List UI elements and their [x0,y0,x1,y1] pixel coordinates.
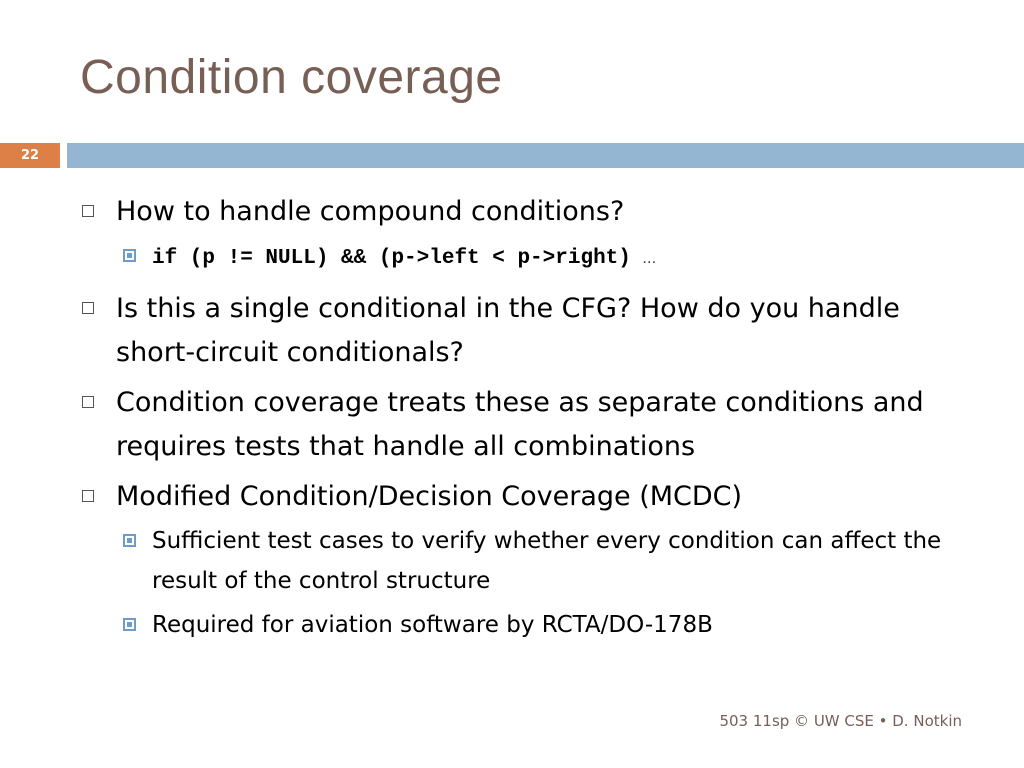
square-bullet-icon [123,618,136,631]
sub-bullet-1-text: Sufficient test cases to verify whether every condition can affect the result of the control structure [152,528,942,594]
square-bullet-icon [82,302,94,314]
ellipsis: … [642,251,657,267]
square-bullet-icon [123,249,136,262]
code-snippet: if (p != NULL) && (p->left < p->right) [152,247,631,270]
bullet-2-text: Is this a single conditional in the CFG? How do you handle short-circuit conditionals? [116,293,900,368]
slide-footer: 503 11sp © UW CSE • D. Notkin [719,712,962,730]
bullet-1-text: How to handle compound conditions? [116,196,625,227]
bullet-1 [78,190,978,234]
square-bullet-icon [82,490,94,502]
header-band [67,143,1024,168]
slide-title: Condition coverage [80,51,503,104]
sub-bullet-1 [78,521,978,601]
sub-bullet-2 [78,605,978,645]
square-bullet-icon [82,396,94,408]
bullet-3 [78,381,978,469]
sub-bullet-2-text: Required for aviation software by RCTA/DO-178B [152,612,713,638]
bullet-4-text: Modified Condition/Decision Coverage (MCDC) [116,481,743,512]
sub-bullet-code [78,236,978,279]
slide-content [78,190,978,653]
bullet-3-text: Condition coverage treats these as separate conditions and requires tests that handle all combinations [116,387,924,462]
square-bullet-icon [123,534,136,547]
square-bullet-icon [82,205,94,217]
bullet-2 [78,287,978,375]
bullet-4 [78,475,978,519]
slide-number: 22 [0,143,60,168]
